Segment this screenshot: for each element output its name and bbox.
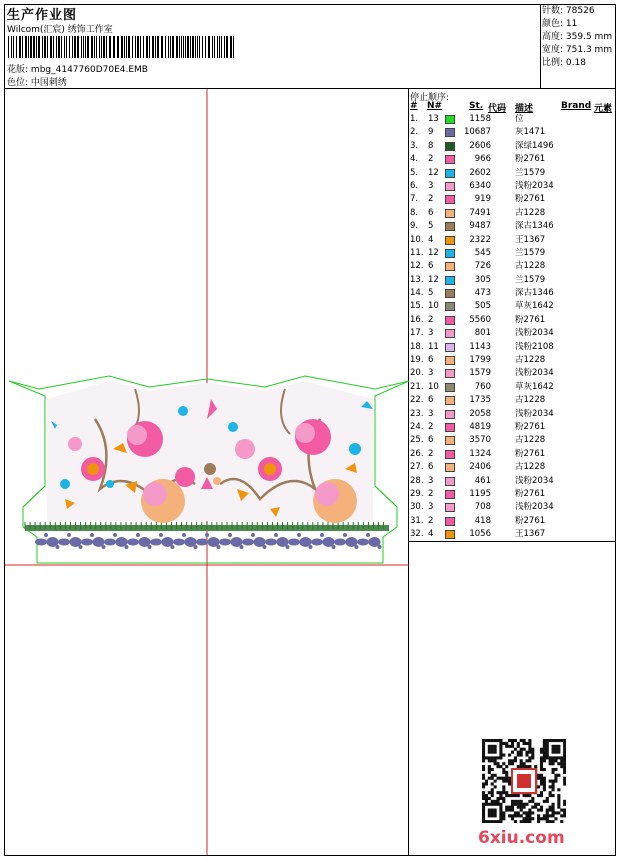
color-swatch: [445, 477, 455, 486]
row-stitches: 473: [474, 288, 491, 299]
row-stitches: 418: [474, 515, 491, 526]
color-swatch: [445, 356, 455, 365]
row-stitches: 461: [474, 475, 491, 486]
row-needle: 2: [428, 194, 434, 205]
sequence-row: [409, 394, 619, 407]
row-index: 32.: [410, 529, 424, 540]
color-swatch: [445, 115, 455, 124]
color-swatch: [445, 222, 455, 231]
row-needle: 2: [428, 515, 434, 526]
row-description: 古1228: [515, 207, 546, 218]
page-title: 生产作业图: [7, 8, 78, 23]
row-stitches: 708: [474, 502, 491, 513]
row-index: 13.: [410, 274, 424, 285]
row-index: 24.: [410, 421, 424, 432]
sequence-row: [409, 434, 619, 447]
row-needle: 12: [428, 274, 439, 285]
row-stitches: 1324: [469, 448, 491, 459]
row-index: 21.: [410, 381, 424, 392]
row-stitches: 3570: [469, 435, 491, 446]
color-swatch: [445, 128, 455, 137]
row-stitches: 1735: [469, 395, 491, 406]
row-description: 古1228: [515, 395, 546, 406]
row-description: 古1228: [515, 261, 546, 272]
spec-stitches: [542, 5, 612, 18]
spec-scale: [542, 57, 612, 70]
color-swatch: [445, 276, 455, 285]
color-swatch: [445, 410, 455, 419]
row-needle: 12: [428, 167, 439, 178]
color-swatch: [445, 503, 455, 512]
row-index: 6.: [410, 180, 419, 191]
lace-border: [35, 533, 382, 549]
sequence-row: [409, 354, 619, 367]
row-index: 12.: [410, 261, 424, 272]
row-needle: 6: [428, 355, 434, 366]
spec-label: 颜色:: [542, 19, 564, 29]
col-index: #: [410, 101, 418, 111]
sequence-row: [409, 515, 619, 528]
row-needle: 6: [428, 435, 434, 446]
col-stitches: St.: [469, 101, 484, 111]
row-stitches: 1158: [469, 114, 491, 124]
row-description: 草灰1642: [515, 301, 554, 312]
pattern-file-name: mbg_4147760D70E4.EMB: [30, 65, 148, 75]
sequence-row: [409, 153, 619, 166]
row-description: 粉2761: [515, 194, 546, 205]
spec-label: 针数:: [542, 6, 564, 16]
color-swatch: [445, 142, 455, 151]
row-description: 王1367: [515, 529, 546, 540]
row-index: 17.: [410, 328, 424, 339]
spec-value: 0.18: [565, 58, 586, 68]
row-index: 27.: [410, 462, 424, 473]
spec-value: 359.5 mm: [565, 32, 613, 42]
row-needle: 3: [428, 180, 434, 191]
row-needle: 10: [428, 381, 439, 392]
row-stitches: 9487: [469, 221, 491, 232]
color-swatch: [445, 155, 455, 164]
row-stitches: 2406: [469, 462, 491, 473]
row-needle: 2: [428, 421, 434, 432]
row-index: 14.: [410, 288, 424, 299]
embroidery-design-preview: [5, 89, 409, 855]
spec-value: 11: [565, 19, 578, 29]
sequence-row: [409, 475, 619, 488]
color-swatch: [445, 316, 455, 325]
row-index: 18.: [410, 341, 424, 352]
row-needle: 4: [428, 529, 434, 540]
color-swatch: [445, 329, 455, 338]
row-index: 7.: [410, 194, 419, 205]
row-description: 粉2761: [515, 448, 546, 459]
colorway-line: [7, 75, 67, 88]
sequence-row: [409, 180, 619, 193]
row-stitches: 919: [474, 194, 491, 205]
row-needle: 5: [428, 221, 434, 232]
row-description: 古1228: [515, 355, 546, 366]
row-description: 古1228: [515, 435, 546, 446]
sequence-row: [409, 220, 619, 233]
sequence-row: [409, 488, 619, 501]
pattern-label: 花版:: [7, 65, 29, 75]
row-stitches: 6340: [469, 180, 491, 191]
sequence-row: [409, 207, 619, 220]
row-description: 兰1579: [515, 247, 546, 258]
row-index: 16.: [410, 314, 424, 325]
row-stitches: 1579: [469, 368, 491, 379]
row-description: 兰1579: [515, 274, 546, 285]
color-swatch: [445, 302, 455, 311]
spec-width: [542, 44, 612, 57]
row-index: 26.: [410, 448, 424, 459]
col-needle: N#: [427, 101, 443, 111]
color-swatch: [445, 436, 455, 445]
row-description: 粉2761: [515, 488, 546, 499]
stop-sequence-title: 停止顺序:: [410, 93, 450, 103]
row-index: 5.: [410, 167, 419, 178]
row-needle: 3: [428, 408, 434, 419]
sequence-row: [409, 528, 619, 541]
row-stitches: 760: [474, 381, 491, 392]
sequence-row: [409, 260, 619, 273]
row-index: 11.: [410, 247, 424, 258]
colorway-value: 中国刺绣: [30, 78, 67, 88]
sequence-row: [409, 287, 619, 300]
row-needle: 11: [428, 341, 439, 352]
col-brand: Brand: [561, 101, 592, 111]
sequence-row: [409, 234, 619, 247]
row-index: 8.: [410, 207, 419, 218]
site-watermark: 6xiu.com: [478, 828, 565, 848]
row-needle: 6: [428, 261, 434, 272]
sequence-row: [409, 126, 619, 139]
row-description: 浅粉2034: [515, 368, 554, 379]
color-swatch: [445, 383, 455, 392]
row-index: 25.: [410, 435, 424, 446]
row-description: 粉2761: [515, 515, 546, 526]
row-needle: 2: [428, 314, 434, 325]
row-description: 古1228: [515, 462, 546, 473]
row-description: 王1367: [515, 234, 546, 245]
sequence-row: [409, 327, 619, 340]
row-stitches: 1056: [469, 529, 491, 540]
color-swatch: [445, 369, 455, 378]
row-needle: 6: [428, 462, 434, 473]
color-swatch: [445, 169, 455, 178]
row-description: 深古1346: [515, 221, 554, 232]
sequence-row: [409, 408, 619, 421]
color-swatch: [445, 396, 455, 405]
sequence-row: [409, 381, 619, 394]
sequence-row: [409, 461, 619, 474]
spec-height: [542, 31, 612, 44]
sequence-row: [409, 341, 619, 354]
col-element: 元素: [594, 104, 613, 114]
row-index: 1.: [410, 114, 419, 124]
row-needle: 3: [428, 368, 434, 379]
color-swatch: [445, 343, 455, 352]
row-stitches: 726: [474, 261, 491, 272]
row-index: 10.: [410, 234, 424, 245]
color-swatch: [445, 249, 455, 258]
row-index: 30.: [410, 502, 424, 513]
spec-value: 751.3 mm: [565, 45, 613, 55]
color-swatch: [445, 195, 455, 204]
row-stitches: 2058: [469, 408, 491, 419]
row-stitches: 505: [474, 301, 491, 312]
sequence-row: [409, 193, 619, 206]
spec-label: 宽度:: [542, 45, 564, 55]
row-needle: 4: [428, 234, 434, 245]
row-index: 3.: [410, 140, 419, 151]
row-needle: 6: [428, 207, 434, 218]
spec-colors: [542, 18, 612, 31]
color-swatch: [445, 182, 455, 191]
sequence-row: [409, 501, 619, 514]
row-needle: 9: [428, 127, 434, 138]
row-needle: 3: [428, 475, 434, 486]
row-stitches: 966: [474, 154, 491, 165]
sequence-row: [409, 421, 619, 434]
row-needle: 8: [428, 140, 434, 151]
row-description: 浅粉2034: [515, 502, 554, 513]
row-description: 位: [515, 114, 524, 124]
sequence-row: [409, 314, 619, 327]
barcode: [8, 36, 234, 58]
row-stitches: 1799: [469, 355, 491, 366]
row-stitches: 1143: [469, 341, 491, 352]
row-stitches: 10687: [463, 127, 491, 138]
spec-list: [542, 5, 612, 70]
row-description: 草灰1642: [515, 381, 554, 392]
spec-value: 78526: [565, 6, 595, 16]
row-description: 浅粉2034: [515, 475, 554, 486]
row-stitches: 2606: [469, 140, 491, 151]
color-swatch: [445, 517, 455, 526]
col-code: 代码: [488, 104, 507, 114]
row-stitches: 2602: [469, 167, 491, 178]
spec-label: 比例:: [542, 58, 564, 68]
color-swatch: [445, 463, 455, 472]
color-swatch: [445, 289, 455, 298]
row-index: 31.: [410, 515, 424, 526]
row-description: 深古1346: [515, 288, 554, 299]
row-description: 深绿1496: [515, 140, 554, 151]
color-swatch: [445, 262, 455, 271]
row-stitches: 305: [474, 274, 491, 285]
studio-name: Wilcom(汇宸) 绣饰工作室: [7, 25, 113, 35]
row-description: 浅粉2108: [515, 341, 554, 352]
row-stitches: 801: [474, 328, 491, 339]
row-description: 兰1579: [515, 167, 546, 178]
sequence-row: [409, 247, 619, 260]
row-needle: 12: [428, 247, 439, 258]
row-needle: 10: [428, 301, 439, 312]
sequence-row: [409, 367, 619, 380]
row-index: 19.: [410, 355, 424, 366]
row-description: 浅粉2034: [515, 408, 554, 419]
row-index: 4.: [410, 154, 419, 165]
row-description: 粉2761: [515, 154, 546, 165]
row-index: 23.: [410, 408, 424, 419]
qr-code-icon: [482, 739, 566, 823]
row-stitches: 4819: [469, 421, 491, 432]
sequence-row: [409, 140, 619, 153]
row-description: 浅粉2034: [515, 180, 554, 191]
colorway-label: 色位:: [7, 78, 29, 88]
row-index: 22.: [410, 395, 424, 406]
sequence-row: [409, 167, 619, 180]
row-needle: 13: [428, 114, 439, 124]
sequence-row: [409, 274, 619, 287]
sequence-row: [409, 113, 619, 126]
color-swatch: [445, 530, 455, 539]
row-stitches: 545: [474, 247, 491, 258]
row-index: 2.: [410, 127, 419, 138]
row-description: 粉2761: [515, 314, 546, 325]
spec-label: 高度:: [542, 32, 564, 42]
row-needle: 2: [428, 488, 434, 499]
row-needle: 2: [428, 154, 434, 165]
col-description: 描述: [515, 104, 534, 114]
row-stitches: 5560: [469, 314, 491, 325]
color-swatch: [445, 209, 455, 218]
row-needle: 3: [428, 328, 434, 339]
row-stitches: 7491: [469, 207, 491, 218]
row-needle: 5: [428, 288, 434, 299]
color-swatch: [445, 236, 455, 245]
row-stitches: 1195: [469, 488, 491, 499]
row-needle: 3: [428, 502, 434, 513]
row-needle: 2: [428, 448, 434, 459]
sequence-rows: [409, 113, 619, 542]
row-stitches: 2322: [469, 234, 491, 245]
row-index: 15.: [410, 301, 424, 312]
color-swatch: [445, 423, 455, 432]
row-index: 29.: [410, 488, 424, 499]
sequence-row: [409, 300, 619, 313]
row-index: 28.: [410, 475, 424, 486]
sequence-header: [409, 101, 619, 113]
row-description: 粉2761: [515, 421, 546, 432]
color-swatch: [445, 490, 455, 499]
row-description: 灰1471: [515, 127, 546, 138]
spec-divider: [540, 4, 541, 88]
sequence-row: [409, 448, 619, 461]
pattern-file-line: [7, 62, 148, 75]
row-description: 浅粉2034: [515, 328, 554, 339]
color-swatch: [445, 450, 455, 459]
row-needle: 6: [428, 395, 434, 406]
row-index: 9.: [410, 221, 419, 232]
row-index: 20.: [410, 368, 424, 379]
